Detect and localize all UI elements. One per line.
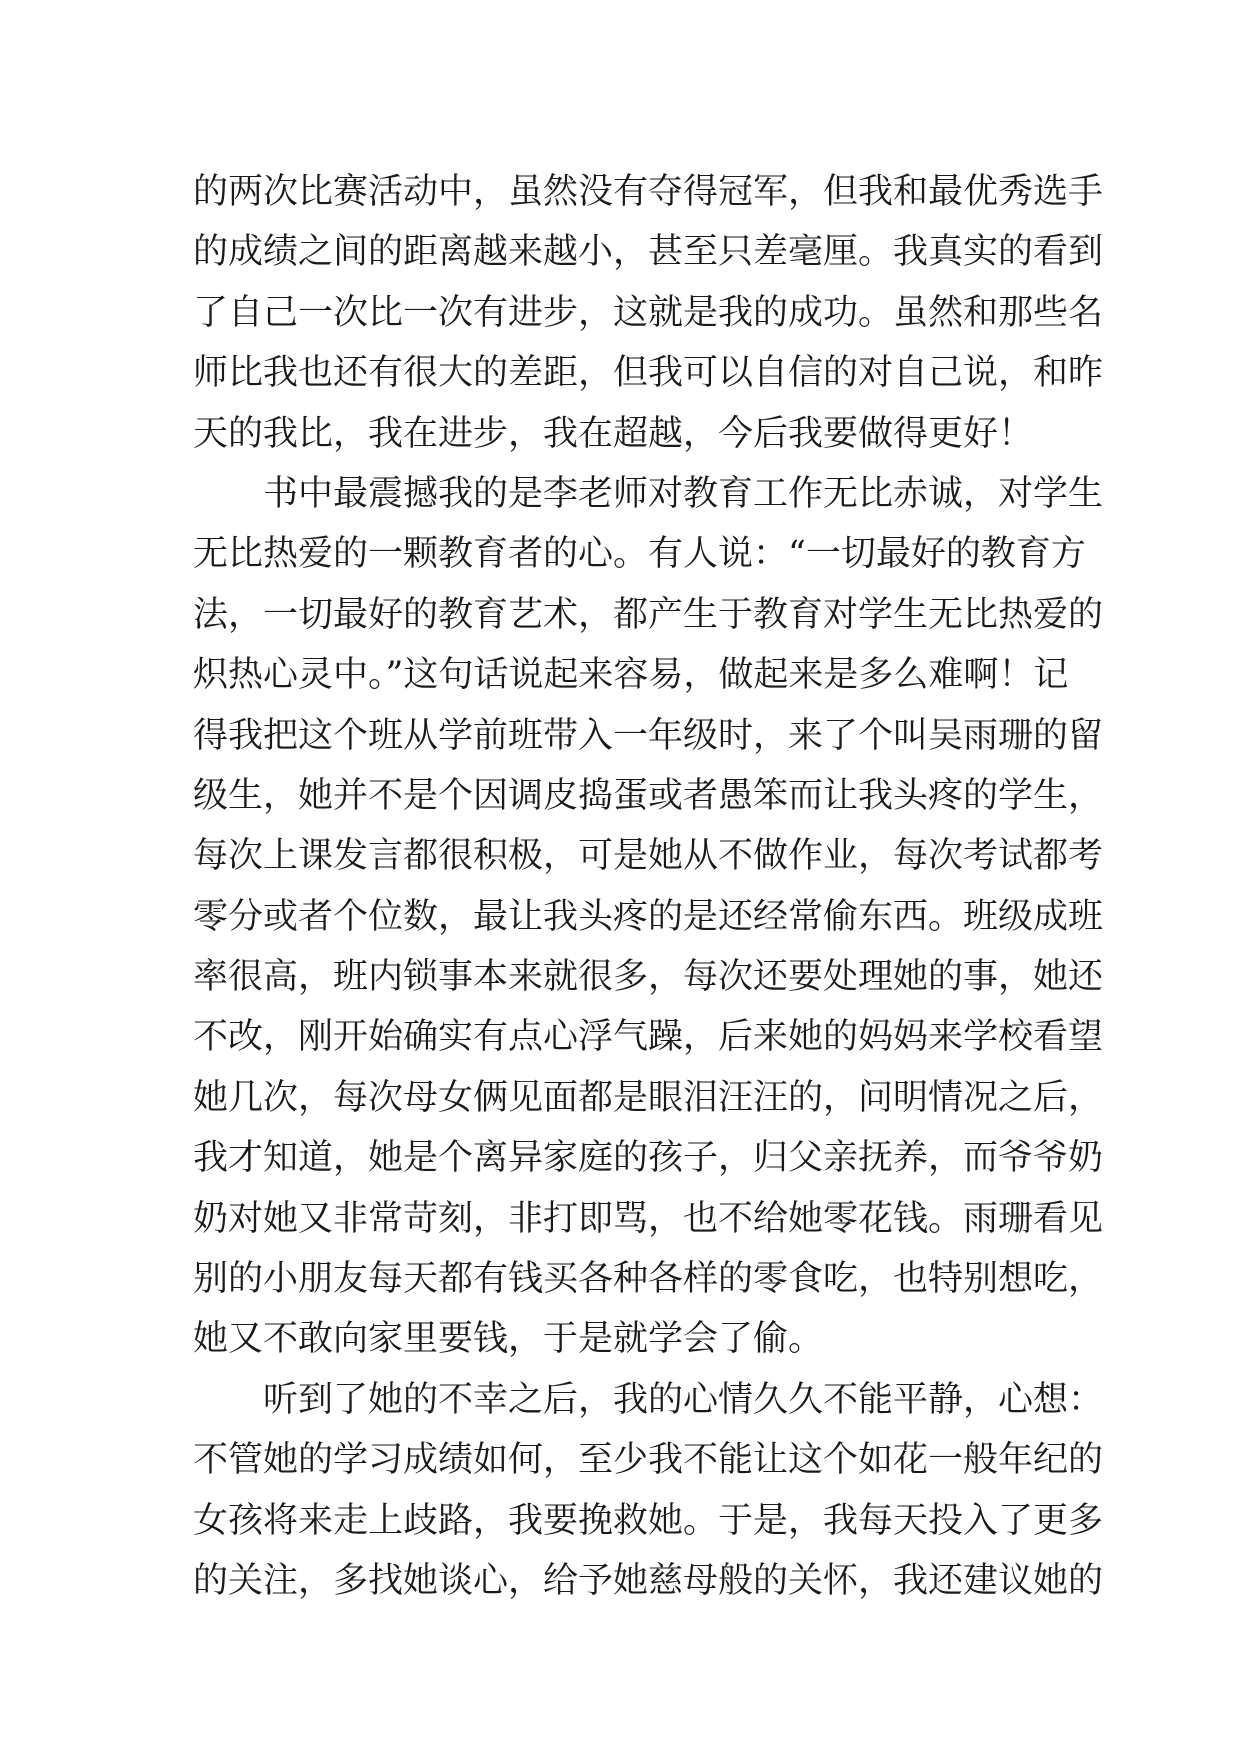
document-body [193, 162, 1104, 1611]
text-line: 师比我也还有很大的差距，但我可以自信的对自己说，和昨 [193, 353, 1104, 394]
text-line: 的成绩之间的距离越来越小，甚至只差毫厘。我真实的看到 [193, 232, 1104, 273]
paragraph-first-line: 书中最震撼我的是李老师对教育工作无比赤诚，对学生 [263, 473, 1104, 514]
text-line: 炽热心灵中。”这句话说起来容易，做起来是多么难啊！记 [193, 655, 1069, 696]
text-line: 级生，她并不是个因调皮捣蛋或者愚笨而让我头疼的学生， [193, 775, 1104, 816]
text-line: 零分或者个位数，最让我头疼的是还经常偷东西。班级成班 [193, 896, 1104, 937]
text-line: 不改，刚开始确实有点心浮气躁，后来她的妈妈来学校看望 [193, 1017, 1104, 1058]
text-line: 女孩将来走上歧路，我要挽救她。于是，我每天投入了更多 [193, 1500, 1104, 1541]
text-line: 的关注，多找她谈心，给予她慈母般的关怀，我还建议她的 [193, 1560, 1104, 1601]
text-line: 不管她的学习成绩如何，至少我不能让这个如花一般年纪的 [193, 1440, 1104, 1481]
text-line: 我才知道，她是个离异家庭的孩子，归父亲抚养，而爷爷奶 [193, 1138, 1104, 1179]
text-line: 别的小朋友每天都有钱买各种各样的零食吃，也特别想吃， [193, 1259, 1104, 1300]
paragraph-first-line: 听到了她的不幸之后，我的心情久久不能平静，心想： [263, 1379, 1104, 1420]
text-line: 她几次，每次母女俩见面都是眼泪汪汪的，问明情况之后， [193, 1077, 1104, 1118]
text-line: 法，一切最好的教育艺术，都产生于教育对学生无比热爱的 [193, 594, 1104, 635]
text-line: 无比热爱的一颗教育者的心。有人说：“一切最好的教育方 [193, 534, 1086, 575]
text-line: 了自己一次比一次有进步，这就是我的成功。虽然和那些名 [193, 292, 1104, 333]
text-line: 奶对她又非常苛刻，非打即骂，也不给她零花钱。雨珊看见 [193, 1198, 1104, 1239]
text-line: 得我把这个班从学前班带入一年级时，来了个叫吴雨珊的留 [193, 715, 1104, 756]
text-line: 的两次比赛活动中，虽然没有夺得冠军，但我和最优秀选手 [193, 172, 1104, 212]
text-line: 天的我比，我在进步，我在超越，今后我要做得更好！ [193, 413, 1034, 454]
text-line: 率很高，班内锁事本来就很多，每次还要处理她的事，她还 [193, 957, 1104, 998]
text-line: 每次上课发言都很积极，可是她从不做作业，每次考试都考 [193, 836, 1104, 877]
text-line: 她又不敢向家里要钱，于是就学会了偷。 [193, 1319, 824, 1360]
